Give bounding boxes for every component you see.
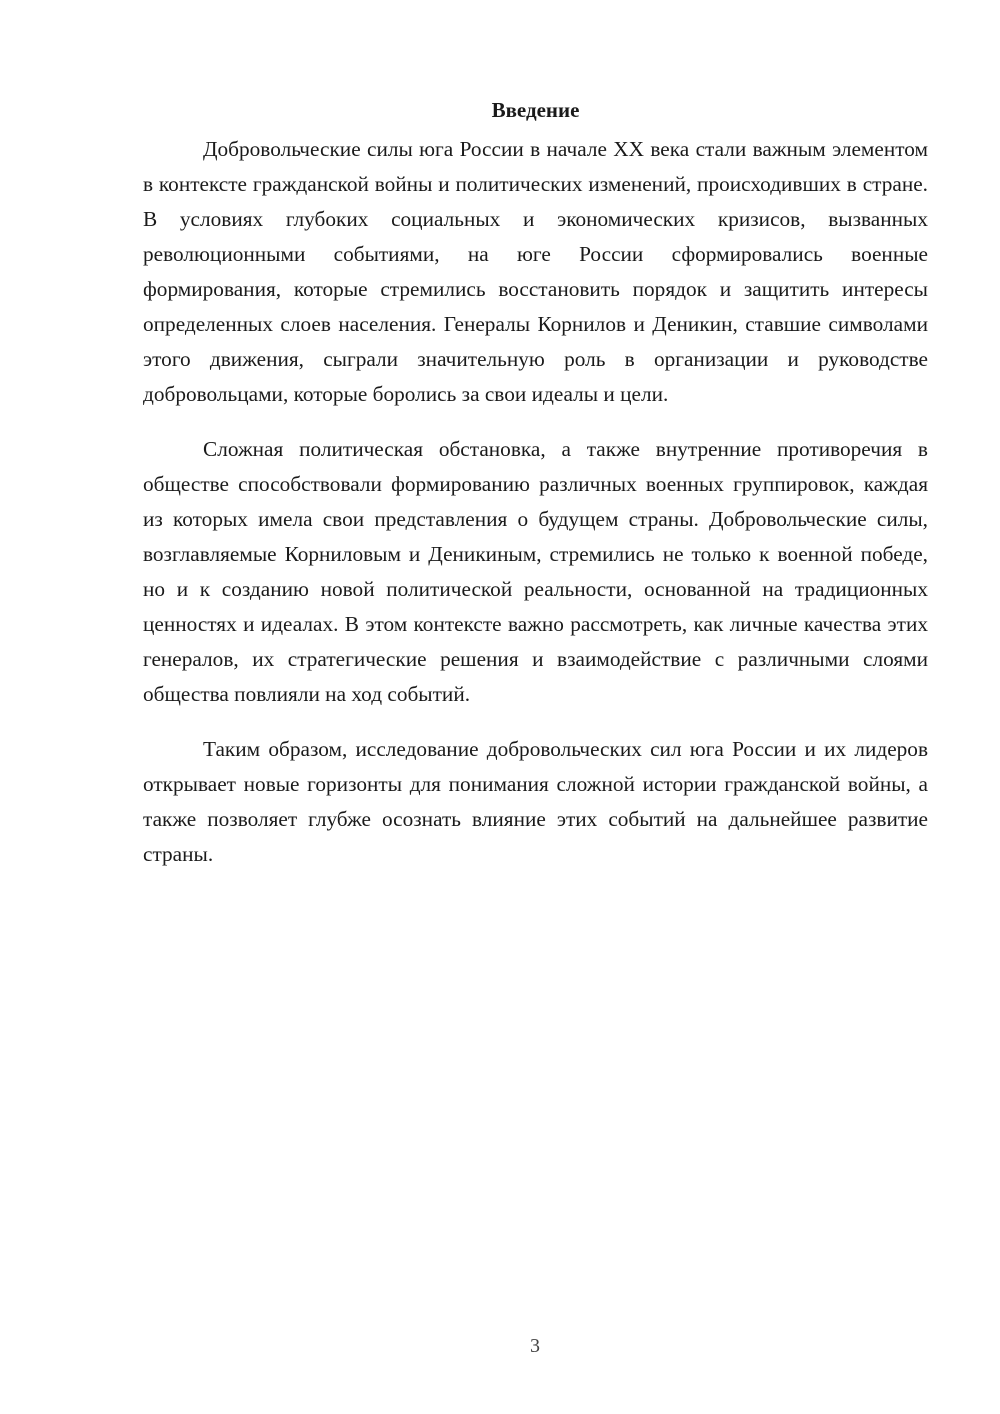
paragraph-3: Таким образом, исследование добровольческих сил юга России и их лидеров открывает новые горизонты для понимания сложной истории гражданской войны, а также позволяет глубже осознать влияние этих событий на дальнейшее развитие страны. [143,737,928,866]
paragraph-2: Сложная политическая обстановка, а также внутренние противоречия в обществе способствовали формированию различных военных группировок, каждая из которых имела свои представления о будущем страны. Добровольческие силы, возглавляемые Корниловым и Деникиным, стремились не только к военной победе, но и к созданию новой политической реальности, основанной на традиционных ценностях и идеалах. В этом контексте важно рассмотреть, как личные качества этих генералов, их стратегические решения и взаимодействие с различными слоями общества повлияли на ход событий. [143,437,928,706]
page-content [143,92,928,872]
paragraph-1: Добровольческие силы юга России в начале XX века стали важным элементом в контексте гражданской войны и политических изменений, происходивших в стране. В условиях глубоких социальных и экономических кризисов, вызванных революционными событиями, на юге России сформировались военные формирования, которые стремились восстановить порядок и защитить интересы определенных слоев населения. Генералы Корнилов и Деникин, ставшие символами этого движения, сыграли значительную роль в организации и руководстве добровольцами, которые боролись за свои идеалы и цели. [143,137,928,406]
page-number: 3 [530,1335,540,1357]
section-heading: Введение [491,98,580,122]
